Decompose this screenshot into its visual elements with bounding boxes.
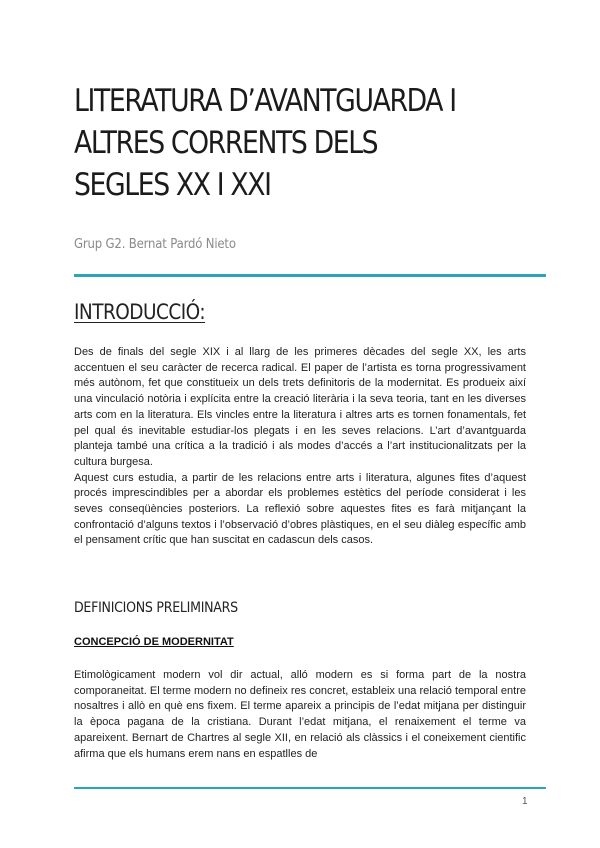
intro-heading: INTRODUCCIÓ:: [74, 300, 206, 324]
page-number: 1: [522, 796, 528, 807]
modernity-paragraph: Etimològicament modern vol dir actual, alló modern es si forma part de la nostra comporaneitat. El terme modern no defineix res concret, estableix una relació temporal entre nosaltres i allò en què ens fixem. El terme apareix a principis de l’edat mitjana per distinguir la època pagana de la cristiana. Durant l’edat mitjana, el renaixement el terme va apareixent. Bernart de Chartres al segle XII, en relació als clàssics i el coneixement cientific afirma que els humans erem nans en espatlles de: [74, 669, 526, 760]
intro-body: [74, 345, 526, 549]
definitions-heading: DEFINICIONS PRELIMINARS: [74, 600, 238, 616]
intro-paragraph: Des de finals del segle XIX i al llarg de les primeres dècades del segle XX, les arts accentuen el seu caràcter de recerca radical. El paper de l’artista es torna progressivament més autònom, fet que constitueix un dels trets definitoris de la modernitat. Es produeix així una vinculació notòria i explícita entre la creació literària i la seva teoria, tant en les diverses arts com en la literatura. Els vincles entre la literatura i altres arts es tornen fonamentals, fet pel qual és inevitable estudiar-los plegats i en les seves relacions. L’art d’avantguarda planteja també una crítica a la tradició i als modes d’accés a l’art institucionalitzats per la cultura burgesa.: [74, 346, 526, 468]
footer-divider: [74, 787, 546, 789]
modernity-body: [74, 668, 526, 762]
document-subtitle: Grup G2. Bernat Pardó Nieto: [74, 237, 236, 252]
modernity-subheading: CONCEPCIÓ DE MODERNITAT: [74, 636, 234, 648]
title-divider: [74, 274, 546, 277]
intro-paragraph: Aquest curs estudia, a partir de les relacions entre arts i literatura, algunes fites d’aquest procés imprescindibles per a abordar els problemes estètics del període considerat i les seves conseqüències posteriors. La reflexió sobre aquestes fites es farà mitjançant la confrontació d’alguns textos i l’observació d’obres plàstiques, en el seu diàleg específic amb el pensament crític que han suscitat en cadascun dels casos.: [74, 471, 526, 547]
document-title: LITERATURA D’AVANTGUARDA I ALTRES CORRENTS DELS SEGLES XX I XXI: [74, 83, 456, 203]
